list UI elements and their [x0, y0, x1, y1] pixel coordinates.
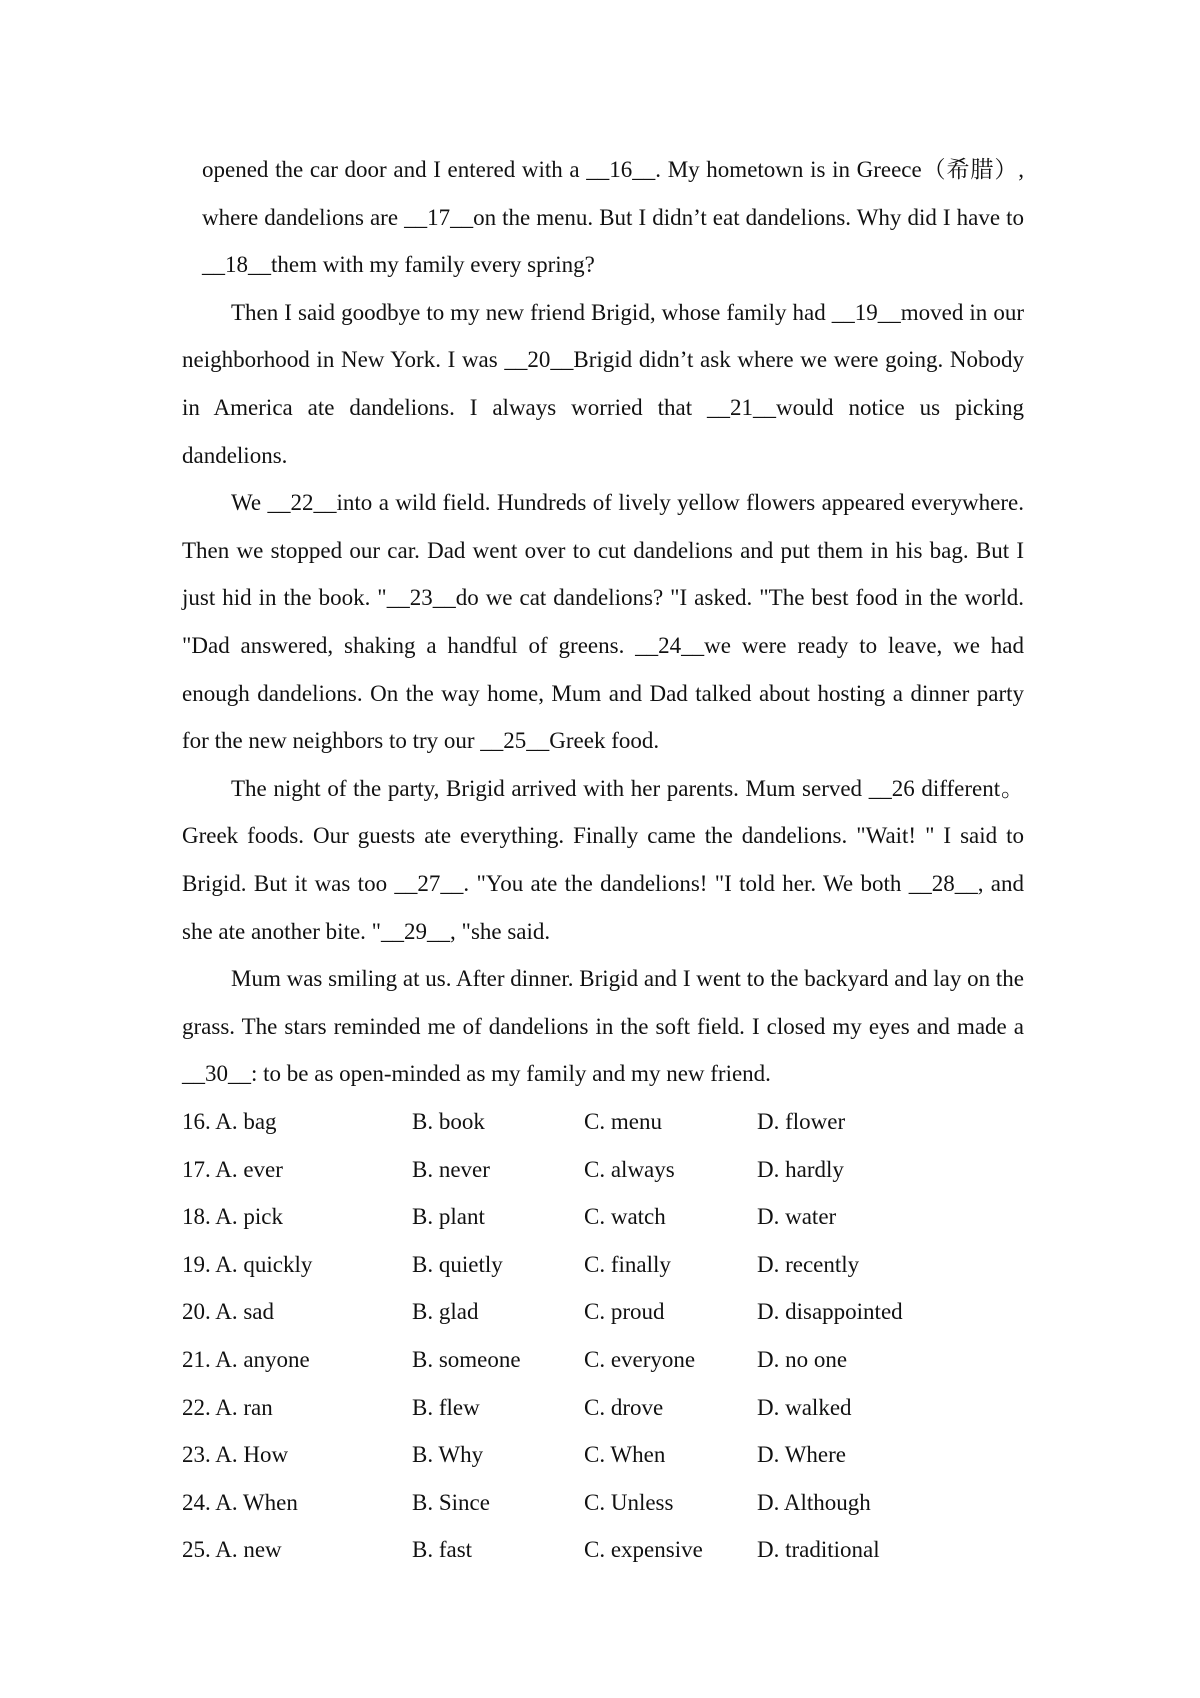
option-a: 21. A. anyone: [182, 1346, 310, 1372]
question-row: [182, 1384, 1024, 1432]
option-a: 19. A. quickly: [182, 1251, 313, 1277]
option-d: D. flower: [757, 1109, 846, 1134]
option-b: B. plant: [412, 1204, 485, 1230]
option-d: D. recently: [757, 1251, 860, 1277]
option-a: 20. A. sad: [182, 1299, 274, 1325]
option-c: C. expensive: [584, 1537, 703, 1563]
option-d: D. hardly: [757, 1156, 844, 1182]
question-row: [182, 1336, 1024, 1384]
question-row: [182, 1288, 1024, 1336]
option-d: D. no one: [757, 1346, 848, 1372]
question-row: [182, 1146, 1024, 1194]
option-a: 24. A. When: [182, 1489, 298, 1515]
answer-options: [182, 1098, 1024, 1574]
option-c: C. menu: [584, 1109, 662, 1134]
option-c: C. watch: [584, 1204, 666, 1230]
option-b: B. Why: [412, 1442, 484, 1468]
option-a: 17. A. ever: [182, 1156, 283, 1182]
option-a: 18. A. pick: [182, 1204, 283, 1230]
option-c: C. Unless: [584, 1489, 674, 1515]
option-b: B. never: [412, 1156, 490, 1182]
option-d: D. Where: [757, 1442, 846, 1468]
cloze-passage: [182, 146, 1024, 1098]
question-row: [182, 1479, 1024, 1527]
question-row: [182, 1526, 1024, 1574]
option-d: D. Although: [757, 1489, 871, 1515]
option-a: 16. A. bag: [182, 1109, 277, 1134]
option-c: C. always: [584, 1156, 675, 1182]
question-row: [182, 1098, 1024, 1146]
option-b: B. quietly: [412, 1251, 503, 1277]
passage-paragraph: opened the car door and I entered with a __16__. My hometown is in Greece（希腊）, where dandelions are __17__on the menu. But I didn’t eat dandelions. Why did I have to __18__them with my family every spring?: [202, 157, 1024, 278]
passage-paragraph: Mum was smiling at us. After dinner. Brigid and I went to the backyard and lay on the grass. The stars reminded me of dandelions in the soft field. I closed my eyes and made a __30__: to be as open-minded as my family and my new friend.: [182, 966, 1024, 1087]
option-a: 22. A. ran: [182, 1394, 273, 1420]
option-b: B. flew: [412, 1394, 480, 1420]
passage-paragraph: The night of the party, Brigid arrived with her parents. Mum served __26 different。Greek foods. Our guests ate everything. Finally came the dandelions. "Wait! " I said to Brigid. But it was too __27__. "You ate the dandelions! "I told her. We both __28__, and she ate another bite. "__29__, "she said.: [182, 775, 1024, 944]
option-c: C. When: [584, 1442, 666, 1468]
option-c: C. proud: [584, 1299, 665, 1325]
option-c: C. everyone: [584, 1346, 696, 1372]
option-c: C. drove: [584, 1394, 664, 1420]
option-a: 23. A. How: [182, 1442, 289, 1468]
option-d: D. walked: [757, 1394, 852, 1420]
option-b: B. someone: [412, 1346, 521, 1372]
option-b: B. Since: [412, 1489, 490, 1515]
option-b: B. glad: [412, 1299, 479, 1325]
option-d: D. traditional: [757, 1537, 880, 1563]
option-d: D. water: [757, 1204, 837, 1230]
question-row: [182, 1241, 1024, 1289]
passage-paragraph: We __22__into a wild field. Hundreds of lively yellow flowers appeared everywhere. Then we stopped our car. Dad went over to cut dandelions and put them in his bag. But I just hid in the book. "__23__do we cat dandelions? "I asked. "The best food in the world. "Dad answered, shaking a handful of greens. __24__we were ready to leave, we had enough dandelions. On the way home, Mum and Dad talked about hosting a dinner party for the new neighbors to try our __25__Greek food.: [182, 490, 1024, 754]
option-d: D. disappointed: [757, 1299, 903, 1325]
option-a: 25. A. new: [182, 1537, 282, 1563]
option-b: B. book: [412, 1109, 485, 1134]
passage-paragraph: Then I said goodbye to my new friend Brigid, whose family had __19__moved in our neighborhood in New York. I was __20__Brigid didn’t ask where we were going. Nobody in America ate dandelions. I always worried that __21__would notice us picking dandelions.: [182, 299, 1024, 468]
option-b: B. fast: [412, 1537, 473, 1563]
question-row: [182, 1193, 1024, 1241]
option-c: C. finally: [584, 1251, 671, 1277]
question-row: [182, 1431, 1024, 1479]
